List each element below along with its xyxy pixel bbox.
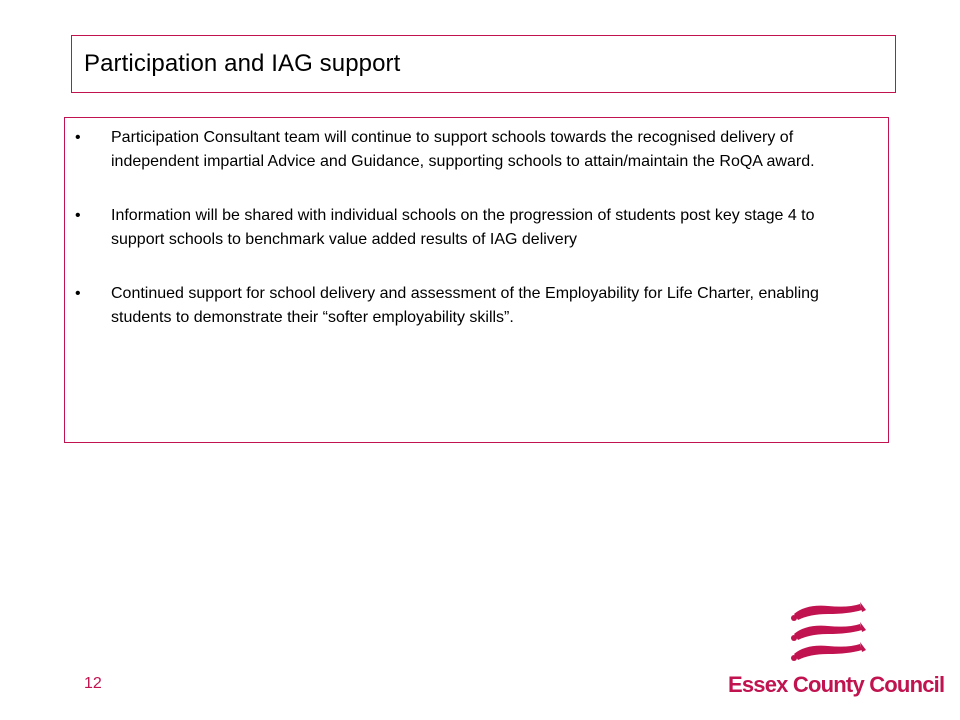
list-item	[65, 126, 868, 174]
title-box	[71, 35, 896, 93]
bullet-text: Information will be shared with individual schools on the progression of students post key stage 4 to support schools to benchmark value added results of IAG delivery	[111, 207, 815, 248]
slide-title: Participation and IAG support	[84, 50, 401, 77]
page-number: 12	[84, 675, 102, 692]
list-item	[65, 204, 868, 252]
bullet-icon: •	[75, 129, 81, 146]
bullet-text: Continued support for school delivery and assessment of the Employability for Life Charter, enabling students to demonstrate their “softer employability skills”.	[111, 285, 819, 326]
bullet-icon: •	[75, 207, 81, 224]
bullet-list	[65, 126, 868, 330]
three-seaxes-icon	[788, 600, 868, 670]
list-item	[65, 282, 868, 330]
content-box	[64, 117, 889, 443]
essex-county-council-logo	[728, 600, 945, 700]
bullet-icon: •	[75, 285, 81, 302]
bullet-text: Participation Consultant team will continue to support schools towards the recognised delivery of independent impartial Advice and Guidance, supporting schools to attain/maintain the RoQA award.	[111, 129, 815, 170]
logo-text: Essex County Council	[728, 672, 945, 697]
